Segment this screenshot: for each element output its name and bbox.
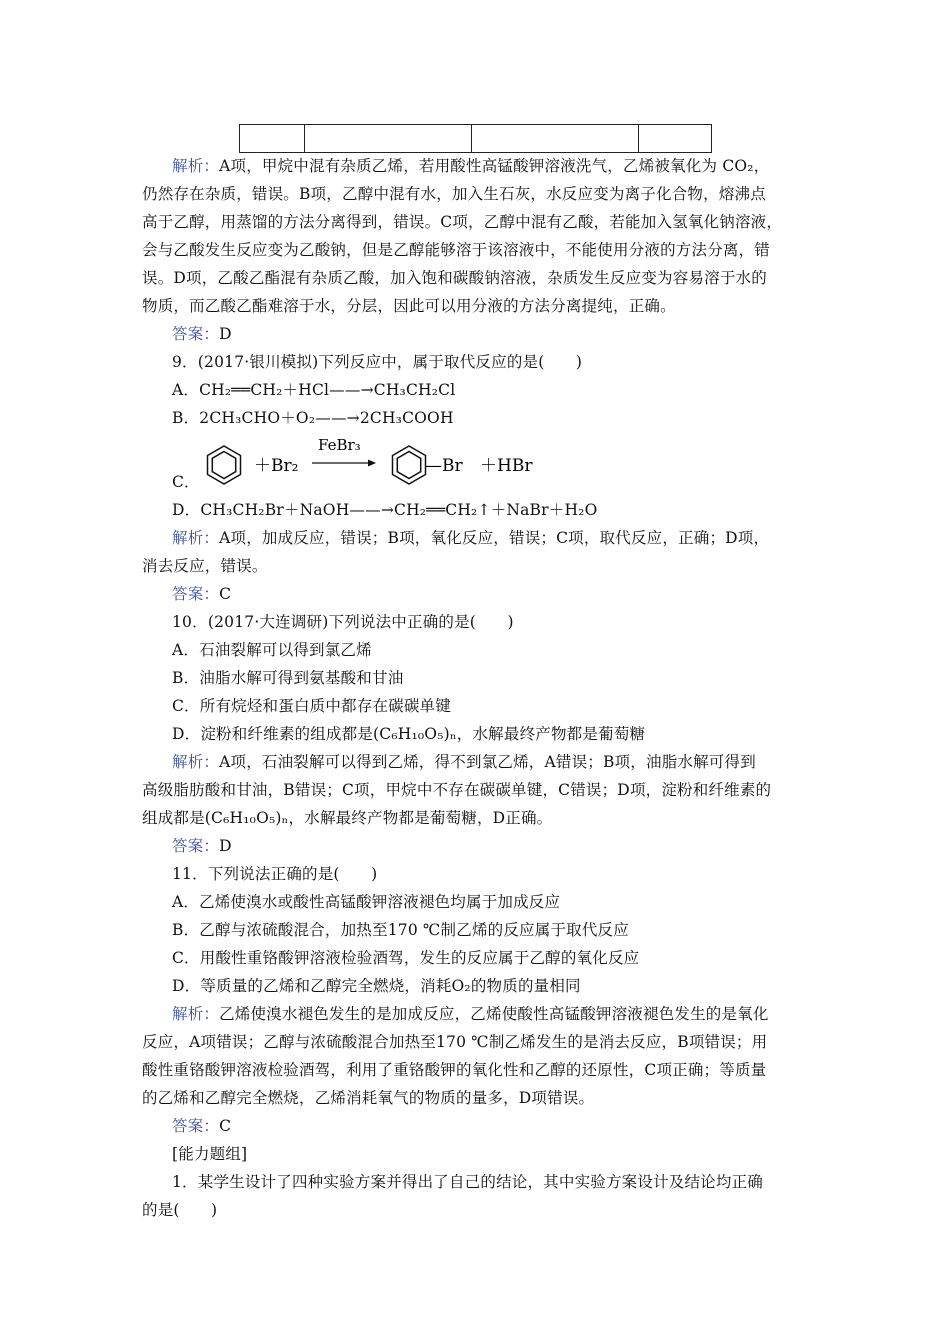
- q10-option-b: B．油脂水解可得到氨基酸和甘油: [172, 669, 404, 687]
- answer-label: 答案：: [172, 325, 220, 343]
- q11-analysis-line: 解析：乙烯使溴水褪色发生的是加成反应，乙烯使酸性高锰酸钾溶液褪色发生的是氧化: [172, 1005, 769, 1023]
- q9-option-c-label: C．: [172, 473, 200, 491]
- analysis-label: 解析：: [172, 753, 220, 771]
- q11-analysis-line: 酸性重铬酸钾溶液检验酒驾，利用了重铬酸钾的氧化性和乙醇的还原性，C项正确；等质量: [142, 1061, 767, 1079]
- q10-option-d: D．淀粉和纤维素的组成都是(C₆H₁₀O₅)ₙ，水解最终产物都是葡萄糖: [172, 725, 646, 743]
- q8-analysis-line: 误。D项，乙酸乙酯混有杂质乙酸，加入饱和碳酸钠溶液，杂质发生反应变为容易溶于水的: [142, 269, 767, 287]
- q8-analysis-line: 仍然存在杂质，错误。B项，乙醇中混有水，加入生石灰，水反应变为离子化合物，熔沸点: [142, 185, 766, 203]
- benzene-ring-icon: [393, 446, 426, 484]
- table-cell: [305, 125, 472, 153]
- q8-analysis-line: 会与乙酸发生反应变为乙酸钠，但是乙醇能够溶于该溶液中，不能使用分液的方法分离，错: [142, 241, 771, 259]
- q9-stem: 9．(2017·银川模拟)下列反应中，属于取代反应的是( ): [172, 353, 583, 371]
- q8-analysis-line: 高于乙醇，用蒸馏的方法分离得到，错误。C项，乙醇中混有乙酸，若能加入氢氧化钠溶液，: [142, 213, 783, 231]
- answer-label: 答案：: [172, 585, 220, 603]
- table-bottom-row: [239, 124, 712, 153]
- reactant-br2: ＋Br₂: [254, 456, 299, 476]
- q10-analysis-line: 解析：A项，石油裂解可以得到乙烯，得不到氯乙烯，A错误；B项，油脂水解可得到: [172, 753, 756, 771]
- catalyst-label: FeBr₃: [318, 436, 361, 454]
- q10-stem: 10．(2017·大连调研)下列说法中正确的是( ): [172, 613, 514, 631]
- q8-analysis-line: 解析：A项，甲烷中混有杂质乙烯，若用酸性高锰酸钾溶液洗气，乙烯被氧化为 CO₂，: [172, 157, 770, 175]
- q11-analysis-line: 的乙烯和乙醇完全燃烧，乙烯消耗氧气的物质的量多，D项错误。: [142, 1089, 595, 1107]
- table-cell: [240, 125, 305, 153]
- q11-answer: 答案：C: [172, 1117, 232, 1135]
- q10-answer: 答案：D: [172, 837, 232, 855]
- q11-option-a: A．乙烯使溴水或酸性高锰酸钾溶液褪色均属于加成反应: [172, 893, 561, 911]
- product-bromo-group: —Br: [425, 456, 463, 476]
- q9-option-d: D．CH₃CH₂Br＋NaOH——→CH₂══CH₂↑＋NaBr＋H₂O: [172, 501, 598, 519]
- q9-option-a: A．CH₂══CH₂＋HCl——→CH₃CH₂Cl: [172, 381, 456, 399]
- q9-answer: 答案：C: [172, 585, 232, 603]
- q9-analysis-line: 消去反应，错误。: [142, 557, 268, 575]
- q11-option-b: B．乙醇与浓硫酸混合，加热至170 ℃制乙烯的反应属于取代反应: [172, 921, 629, 939]
- q8-analysis-line: 物质，而乙酸乙酯难溶于水，分层，因此可以用分液的方法分离提纯，正确。: [142, 297, 676, 315]
- q11-option-d: D．等质量的乙烯和乙醇完全燃烧，消耗O₂的物质的量相同: [172, 977, 581, 995]
- table-cell: [472, 125, 639, 153]
- section-heading: [能力题组]: [172, 1145, 248, 1163]
- table-cell: [639, 125, 712, 153]
- q10-option-c: C．所有烷烃和蛋白质中都存在碳碳单键: [172, 697, 451, 715]
- p1-stem-line: 1．某学生设计了四种实验方案并得出了自己的结论，其中实验方案设计及结论均正确: [172, 1173, 763, 1191]
- q10-option-a: A．石油裂解可以得到氯乙烯: [172, 641, 372, 659]
- q11-option-c: C．用酸性重铬酸钾溶液检验酒驾，发生的反应属于乙醇的氧化反应: [172, 949, 640, 967]
- q11-stem: 11．下列说法正确的是( ): [172, 865, 378, 883]
- byproduct-hbr: ＋HBr: [480, 456, 533, 476]
- q10-analysis-line: 高级脂肪酸和甘油，B错误；C项，甲烷中不存在碳碳单键，C错误；D项，淀粉和纤维素的: [142, 781, 772, 799]
- p1-stem-line: 的是( ): [142, 1201, 218, 1219]
- analysis-label: 解析：: [172, 1005, 220, 1023]
- q10-analysis-line: 组成都是(C₆H₁₀O₅)ₙ，水解最终产物都是葡萄糖，D正确。: [142, 809, 553, 827]
- benzene-ring-icon: [208, 446, 241, 484]
- answer-label: 答案：: [172, 1117, 220, 1135]
- q9-option-b: B．2CH₃CHO＋O₂——→2CH₃COOH: [172, 409, 454, 427]
- q9-analysis-line: 解析：A项，加成反应，错误；B项，氧化反应，错误；C项，取代反应，正确；D项，: [172, 529, 770, 547]
- answer-label: 答案：: [172, 837, 220, 855]
- q11-analysis-line: 反应，A项错误；乙醇与浓硫酸混合加热至170 ℃制乙烯发生的是消去反应，B项错误；用: [142, 1033, 768, 1051]
- reaction-arrow-icon: [312, 460, 376, 467]
- analysis-label: 解析：: [172, 529, 220, 547]
- q9-option-c-reaction: [172, 434, 592, 490]
- q8-answer: 答案：D: [172, 325, 232, 343]
- analysis-label: 解析：: [172, 157, 220, 175]
